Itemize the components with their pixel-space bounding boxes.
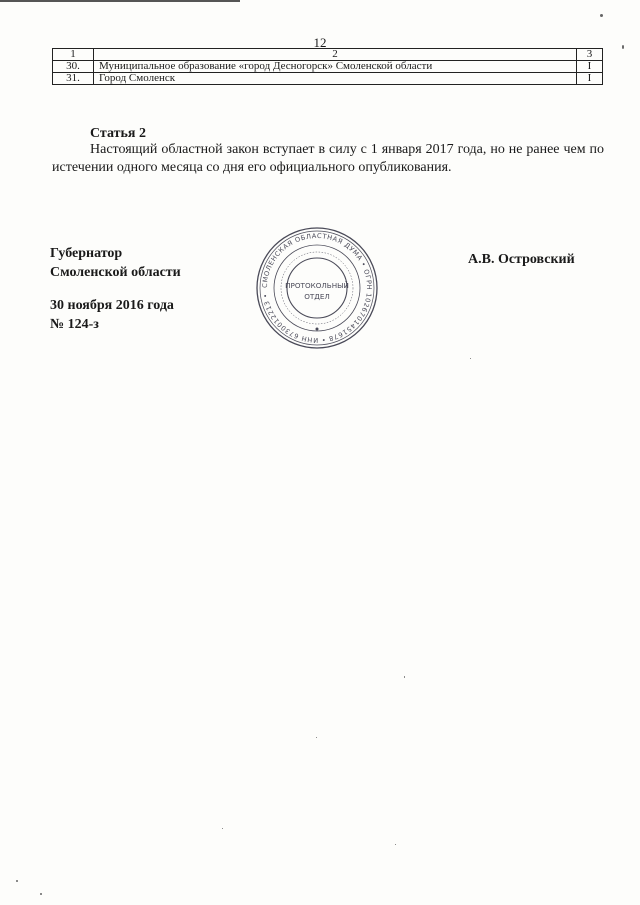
scan-speck bbox=[622, 45, 624, 49]
municipality-name: Город Смоленск bbox=[94, 73, 577, 85]
scan-speck bbox=[395, 844, 396, 845]
category: I bbox=[577, 61, 603, 73]
scan-speck bbox=[470, 358, 471, 359]
law-date: 30 ноября 2016 года bbox=[50, 298, 174, 313]
seal-ring-text: СМОЛЕНСКАЯ ОБЛАСТНАЯ ДУМА • ОГРН 1026701451678 • ИНН 6730012213 • bbox=[260, 231, 374, 345]
position-line: Смоленской области bbox=[50, 265, 181, 280]
scan-speck bbox=[222, 828, 223, 829]
municipality-name: Муниципальное образование «город Десногорск» Смоленской области bbox=[94, 61, 577, 73]
scan-speck bbox=[16, 880, 18, 882]
seal-center-line: ПРОТОКОЛЬНЫЙ bbox=[285, 281, 349, 290]
municipalities-table bbox=[52, 48, 603, 85]
table-row bbox=[53, 73, 603, 85]
category: I bbox=[577, 73, 603, 85]
row-number: 30. bbox=[53, 61, 94, 73]
scan-speck bbox=[404, 676, 405, 678]
table-header-cell: 2 bbox=[94, 49, 577, 61]
seal-center-line: ОТДЕЛ bbox=[304, 292, 330, 301]
law-number: № 124-з bbox=[50, 317, 99, 332]
signatory-position bbox=[50, 244, 181, 282]
row-number: 31. bbox=[53, 73, 94, 85]
page-number: 12 bbox=[313, 35, 327, 50]
table-header-cell: 3 bbox=[577, 49, 603, 61]
seal-star bbox=[316, 328, 319, 331]
table-row bbox=[53, 61, 603, 73]
table-header-cell: 1 bbox=[53, 49, 94, 61]
position-line: Губернатор bbox=[50, 246, 123, 261]
scan-speck bbox=[40, 893, 42, 895]
scan-speck bbox=[600, 14, 603, 17]
article-title: Статья 2 bbox=[90, 126, 146, 141]
article-text: Настоящий областной закон вступает в силу с 1 января 2017 года, но не ранее чем по истечении одного месяца со дня его официального опубликования. bbox=[52, 142, 604, 175]
signatory-name: А.В. Островский bbox=[468, 252, 575, 267]
table-header-row bbox=[53, 49, 603, 61]
top-rule bbox=[0, 0, 240, 2]
official-seal bbox=[255, 226, 379, 350]
law-date-block bbox=[50, 296, 174, 334]
scan-speck bbox=[316, 737, 317, 738]
